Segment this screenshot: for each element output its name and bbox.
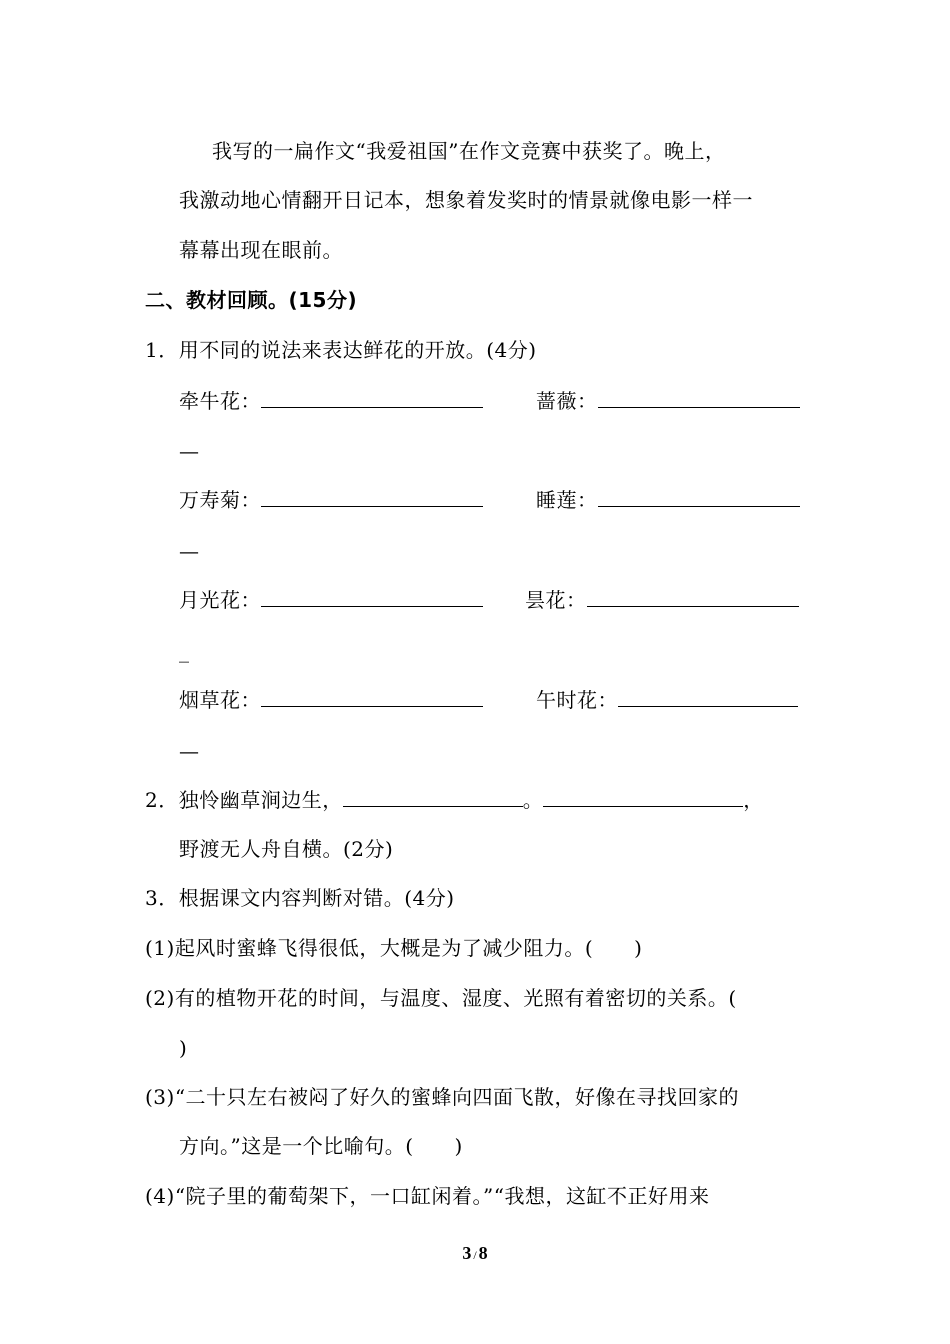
q1-row-1-right-label: 蔷薇： (536, 389, 598, 413)
q1-row-2-right-blank[interactable] (598, 488, 800, 507)
q3-item-1: (1)起风时蜜蜂飞得很低，大概是为了减少阻力。( ) (145, 936, 643, 960)
page-number (0, 1243, 950, 1264)
passage-line-3: 幕幕出现在眼前。 (179, 238, 343, 262)
q1-number: 1． (145, 338, 179, 362)
q1-row-4-right-label: 午时花： (536, 688, 618, 712)
q3-number: 3． (145, 886, 179, 910)
q1-row-4-right-blank[interactable] (618, 688, 798, 707)
q1-row-2-left (179, 487, 483, 513)
q1-row-4-left (179, 687, 483, 713)
page-current: 3 (462, 1243, 472, 1263)
q1-row-1-wrap: — (179, 439, 200, 463)
q1-header (145, 337, 537, 363)
q3-item-2-line-2: ) (179, 1036, 188, 1060)
q1-row-4-left-blank[interactable] (261, 688, 483, 707)
q1-row-1-left-blank[interactable] (261, 389, 483, 408)
q3-item-2-line-1: (2)有的植物开花的时间，与温度、湿度、光照有着密切的关系。( (145, 986, 737, 1010)
q3-item-3-line-2: 方向。”这是一个比喻句。( ) (179, 1134, 463, 1158)
q1-row-3-right-blank[interactable] (587, 588, 799, 607)
q1-row-4-right (536, 687, 798, 713)
q1-row-3-left-label: 月光花： (179, 588, 261, 612)
q1-row-2-right-label: 睡莲： (536, 488, 598, 512)
q2-number: 2． (145, 788, 179, 812)
q1-text: 用不同的说法来表达鲜花的开放。(4分) (178, 338, 537, 362)
q1-row-3-wrap: _ (179, 639, 190, 663)
passage-line-2: 我激动地心情翻开日记本，想象着发奖时的情景就像电影一样一 (179, 188, 753, 212)
q1-row-3-right (525, 587, 799, 613)
q1-row-1-right-blank[interactable] (598, 389, 800, 408)
q1-row-1-left-label: 牵牛花： (179, 389, 261, 413)
q2-blank-2[interactable] (543, 788, 743, 807)
q2-text-b: 。 (522, 788, 544, 812)
section-2-title: 二、教材回顾。(15分) (145, 288, 358, 312)
q2-line-1 (145, 787, 764, 813)
q2-line-2: 野渡无人舟自横。(2分) (179, 837, 394, 861)
q2-text-c: ， (743, 788, 764, 812)
q1-row-3-right-label: 昙花： (525, 588, 587, 612)
q1-row-2-right (536, 487, 800, 513)
q1-row-2-wrap: — (179, 539, 200, 563)
q1-row-4-left-label: 烟草花： (179, 688, 261, 712)
q3-item-4-line-1: (4)“院子里的葡萄架下，一口缸闲着。”“我想，这缸不正好用来 (145, 1184, 710, 1208)
q2-text-a: 独怜幽草涧边生， (178, 788, 343, 812)
q3-text: 根据课文内容判断对错。(4分) (178, 886, 455, 910)
q1-row-4-wrap: — (179, 739, 200, 763)
q3-header (145, 885, 455, 911)
passage-line-1: 我写的一扁作文“我爱祖国”在作文竞赛中获奖了。晚上， (212, 139, 726, 163)
q1-row-3-left (179, 587, 483, 613)
q1-row-2-left-label: 万寿菊： (179, 488, 261, 512)
q1-row-2-left-blank[interactable] (261, 488, 483, 507)
q3-item-3-line-1: (3)“二十只左右被闷了好久的蜜蜂向四面飞散，好像在寻找回家的 (145, 1085, 740, 1109)
q2-blank-1[interactable] (343, 788, 523, 807)
q1-row-3-left-blank[interactable] (261, 588, 483, 607)
page-separator: / (473, 1248, 477, 1262)
q1-row-1-left (179, 388, 483, 414)
page-total: 8 (478, 1243, 488, 1263)
q1-row-1-right (536, 388, 800, 414)
